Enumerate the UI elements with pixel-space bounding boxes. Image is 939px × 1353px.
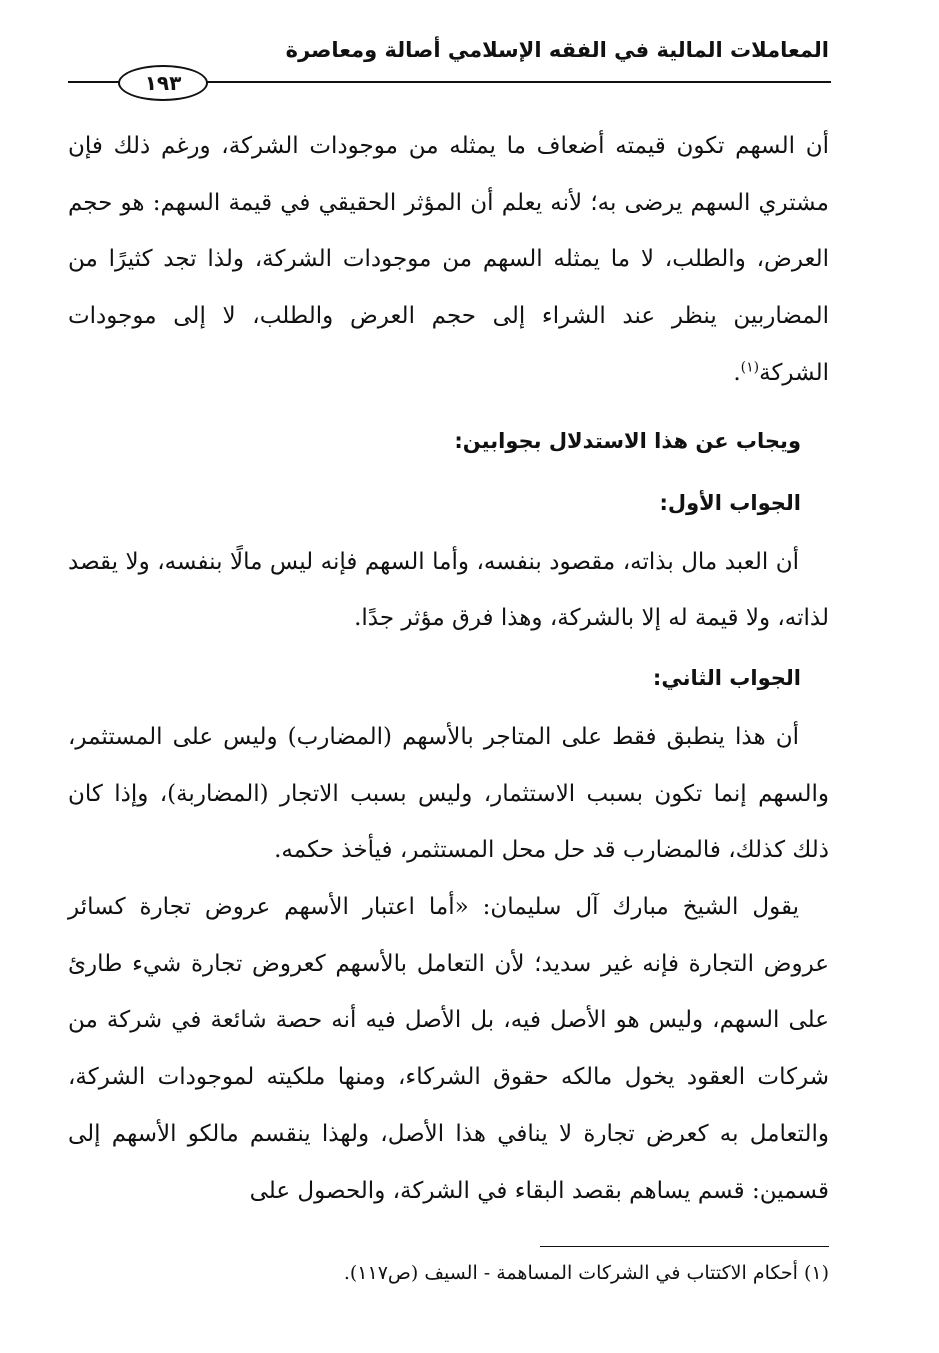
footnote-1: (١) أحكام الاكتتاب في الشركات المساهمة - السيف (ص١١٧). — [343, 1262, 829, 1284]
page-number-badge: ١٩٣ — [118, 65, 208, 101]
paragraph-1 — [68, 118, 829, 402]
heading-answers-intro: ويجاب عن هذا الاستدلال بجوابين: — [454, 428, 801, 453]
body-text — [68, 118, 829, 1219]
paragraph-2: أن العبد مال بذاته، مقصود بنفسه، وأما السهم فإنه ليس مالًا بنفسه، ولا يقصد لذاته، ولا قيمة له إلا بالشركة، وهذا فرق مؤثر جدًا. — [68, 548, 829, 632]
spacer — [68, 402, 829, 410]
heading-first-answer: الجواب الأول: — [659, 490, 801, 515]
paragraph-4: يقول الشيخ مبارك آل سليمان: «أما اعتبار الأسهم عروض تجارة كسائر عروض التجارة فإنه غير سديد؛ لأن التعامل بالأسهم كعروض تجارة شيء طارئ على السهم، وليس هو الأصل فيه، بل الأصل فيه أنه حصة شائعة في شركة من شركات العقود يخول مالكه حقوق الشركاء، ومنها ملكيته لموجودات الشركة، والتعامل به كعرض تجارة لا ينافي هذا الأصل، ولهذا ينقسم مالكو الأسهم إلى قسمين: قسم يساهم بقصد البقاء في الشركة، والحصول على — [68, 894, 829, 1204]
footnote-reference: (١) — [740, 359, 760, 376]
footnote-rule — [540, 1246, 829, 1247]
paragraph-1-text: أن السهم تكون قيمته أضعاف ما يمثله من موجودات الشركة، ورغم ذلك فإن مشتري السهم يرضى به؛ لأنه يعلم أن المؤثر الحقيقي في قيمة السهم: هو حجم العرض، والطلب، لا ما يمثله السهم من موجودات الشركة، ولذا تجد كثيرًا من المضاربين ينظر عند الشراء إلى حجم العرض والطلب، لا إلى موجودات الشركة — [68, 133, 830, 386]
running-header-title: المعاملات المالية في الفقه الإسلامي أصالة ومعاصرة — [285, 38, 829, 62]
paragraph-3: أن هذا ينطبق فقط على المتاجر بالأسهم (المضارب) وليس على المستثمر، والسهم إنما تكون بسبب الاستثمار، وليس بسبب الاتجار (المضاربة)، وإذا كان ذلك كذلك، فالمضارب قد حل محل المستثمر، فيأخذ حكمه. — [68, 723, 829, 864]
heading-second-answer: الجواب الثاني: — [652, 665, 801, 690]
paragraph-1-end: . — [733, 359, 741, 386]
